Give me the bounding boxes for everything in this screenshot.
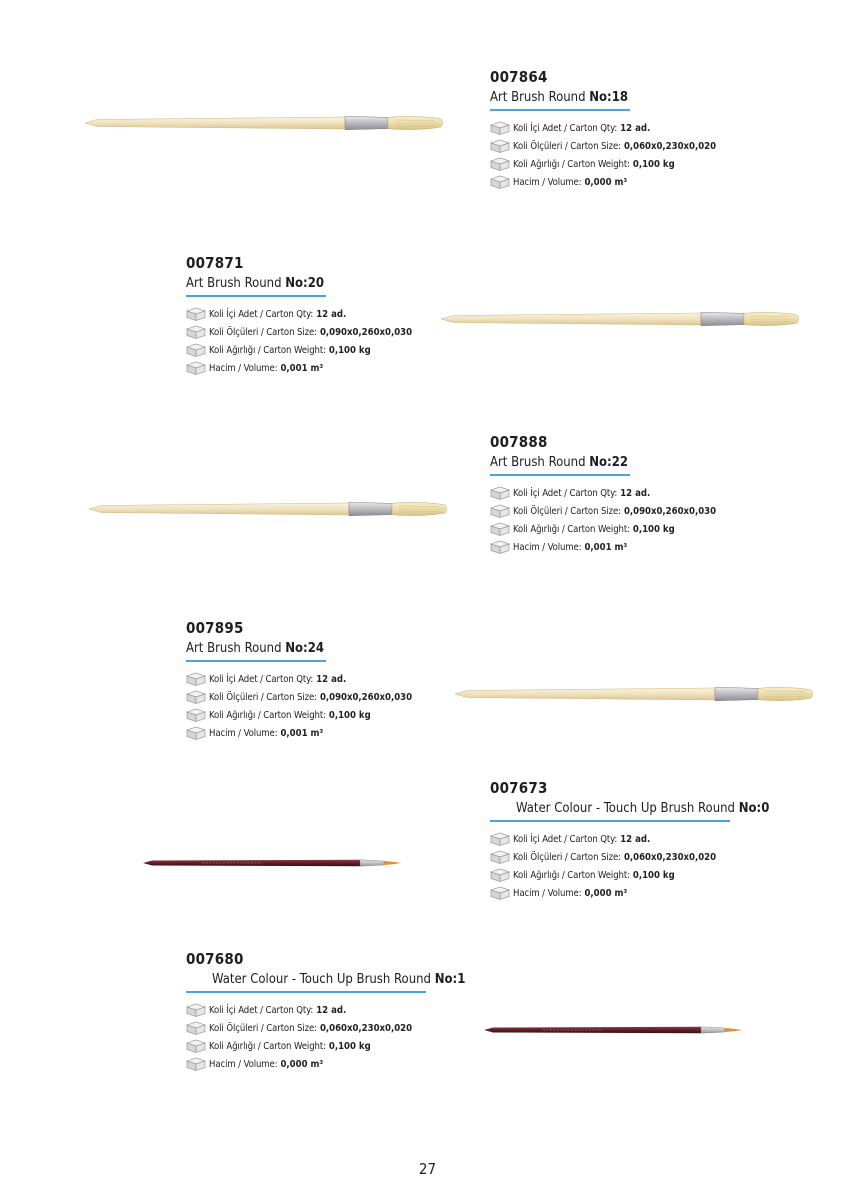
spec-label: Hacim / Volume: [209,362,278,374]
product-size: No:20 [285,276,325,291]
carton-box-icon [490,886,510,900]
spec-carton-size [186,323,412,341]
spec-list [186,305,412,377]
spec-list [490,484,716,556]
spec-carton-weight [186,341,412,359]
product-name-text: Art Brush Round [490,455,590,470]
product-name [186,276,326,297]
spec-carton-size [490,502,716,520]
carton-box-icon [490,832,510,846]
spec-volume [490,538,716,556]
carton-box-icon [186,361,206,375]
spec-value: 0,100 kg [632,869,675,881]
spec-value: 0,060x0,230x0,020 [319,1022,413,1034]
product-name-text: Art Brush Round [186,276,286,291]
art-brush-image [82,112,444,134]
product-007871 [186,255,412,377]
spec-value: 0,090x0,260x0,030 [623,505,717,517]
spec-carton-weight [186,1037,426,1055]
spec-label: Hacim / Volume: [513,176,582,188]
carton-box-icon [490,486,510,500]
spec-label: Koli İçi Adet / Carton Qty: [209,1004,314,1016]
carton-box-icon [186,726,206,740]
spec-carton-weight [490,866,730,884]
product-name-text: Art Brush Round [490,90,590,105]
spec-carton-weight [490,520,716,538]
spec-value: 0,000 m³ [280,1058,324,1070]
carton-box-icon [490,850,510,864]
spec-value: 0,100 kg [632,158,675,170]
carton-box-icon [490,139,510,153]
spec-value: 0,090x0,260x0,030 [319,691,413,703]
spec-carton-qty [186,670,412,688]
spec-label: Koli Ölçüleri / Carton Size: [513,140,621,152]
spec-label: Koli İçi Adet / Carton Qty: [513,122,618,134]
spec-carton-qty [490,119,716,137]
page-number: 27 [418,1160,437,1178]
product-size: No:0 [738,801,770,816]
spec-value: 12 ad. [620,833,651,845]
spec-value: 0,001 m³ [584,541,628,553]
spec-label: Koli Ağırlığı / Carton Weight: [513,158,630,170]
spec-label: Koli İçi Adet / Carton Qty: [513,833,618,845]
carton-box-icon [490,121,510,135]
spec-value: 12 ad. [620,487,651,499]
art-brush-image [452,683,814,705]
product-name [490,801,770,822]
spec-list [490,830,730,902]
spec-label: Koli Ağırlığı / Carton Weight: [513,869,630,881]
product-name-text: Art Brush Round [186,641,286,656]
watercolor-brush-image [142,857,402,869]
spec-value: 0,001 m³ [280,727,324,739]
carton-box-icon [186,1021,206,1035]
spec-carton-size [490,848,730,866]
spec-volume [490,884,730,902]
spec-list [490,119,716,191]
product-size: No:18 [589,90,629,105]
product-code: 007895 [186,619,244,637]
spec-label: Koli Ağırlığı / Carton Weight: [209,344,326,356]
product-size: No:24 [285,641,325,656]
spec-value: 12 ad. [316,673,347,685]
product-size: No:1 [434,972,466,987]
spec-label: Koli Ölçüleri / Carton Size: [209,1022,317,1034]
spec-carton-size [186,1019,426,1037]
spec-carton-size [186,688,412,706]
spec-carton-weight [186,706,412,724]
spec-value: 0,100 kg [328,709,371,721]
art-brush-image [86,498,448,520]
carton-box-icon [186,325,206,339]
carton-box-icon [186,343,206,357]
spec-carton-size [490,137,716,155]
carton-box-icon [186,1057,206,1071]
spec-value: 0,000 m³ [584,887,628,899]
spec-label: Hacim / Volume: [513,887,582,899]
product-code: 007864 [490,68,548,86]
spec-label: Hacim / Volume: [513,541,582,553]
carton-box-icon [490,504,510,518]
spec-carton-qty [186,305,412,323]
product-name-text: Water Colour - Touch Up Brush Round [212,972,435,987]
carton-box-icon [490,522,510,536]
carton-box-icon [186,672,206,686]
art-brush-image [438,308,800,330]
spec-label: Koli İçi Adet / Carton Qty: [513,487,618,499]
spec-volume [186,359,412,377]
spec-value: 0,100 kg [328,344,371,356]
product-007680 [186,950,466,1073]
product-code: 007673 [490,779,548,797]
spec-value: 0,000 m³ [584,176,628,188]
spec-value: 12 ad. [316,1004,347,1016]
product-007888 [490,434,716,556]
carton-box-icon [186,1003,206,1017]
spec-value: 0,060x0,230x0,020 [623,851,717,863]
product-name [186,972,466,993]
spec-volume [490,173,716,191]
spec-label: Koli İçi Adet / Carton Qty: [209,673,314,685]
product-name-text: Water Colour - Touch Up Brush Round [516,801,739,816]
spec-value: 0,001 m³ [280,362,324,374]
product-code: 007871 [186,254,244,272]
product-name [186,641,326,662]
spec-value: 0,090x0,260x0,030 [319,326,413,338]
spec-label: Koli Ölçüleri / Carton Size: [513,851,621,863]
spec-carton-qty [186,1001,426,1019]
spec-label: Koli Ölçüleri / Carton Size: [209,326,317,338]
spec-value: 0,100 kg [328,1040,371,1052]
spec-carton-weight [490,155,716,173]
spec-volume [186,724,412,742]
spec-label: Hacim / Volume: [209,1058,278,1070]
product-code: 007680 [186,950,244,968]
carton-box-icon [186,307,206,321]
spec-label: Koli Ağırlığı / Carton Weight: [209,709,326,721]
product-code: 007888 [490,433,548,451]
watercolor-brush-image [481,1024,745,1036]
product-007895 [186,620,412,742]
spec-value: 0,060x0,230x0,020 [623,140,717,152]
spec-value: 0,100 kg [632,523,675,535]
spec-list [186,670,412,742]
spec-label: Hacim / Volume: [209,727,278,739]
product-size: No:22 [589,455,629,470]
spec-value: 12 ad. [620,122,651,134]
spec-carton-qty [490,484,716,502]
carton-box-icon [186,690,206,704]
carton-box-icon [490,540,510,554]
carton-box-icon [186,1039,206,1053]
carton-box-icon [490,868,510,882]
spec-label: Koli İçi Adet / Carton Qty: [209,308,314,320]
product-name [490,455,630,476]
spec-label: Koli Ağırlığı / Carton Weight: [209,1040,326,1052]
product-name [490,90,630,111]
spec-volume [186,1055,426,1073]
product-007673 [490,779,770,902]
product-007864 [490,69,716,191]
carton-box-icon [186,708,206,722]
spec-label: Koli Ölçüleri / Carton Size: [209,691,317,703]
spec-label: Koli Ölçüleri / Carton Size: [513,505,621,517]
carton-box-icon [490,157,510,171]
spec-list [186,1001,426,1073]
spec-value: 12 ad. [316,308,347,320]
carton-box-icon [490,175,510,189]
spec-label: Koli Ağırlığı / Carton Weight: [513,523,630,535]
spec-carton-qty [490,830,730,848]
